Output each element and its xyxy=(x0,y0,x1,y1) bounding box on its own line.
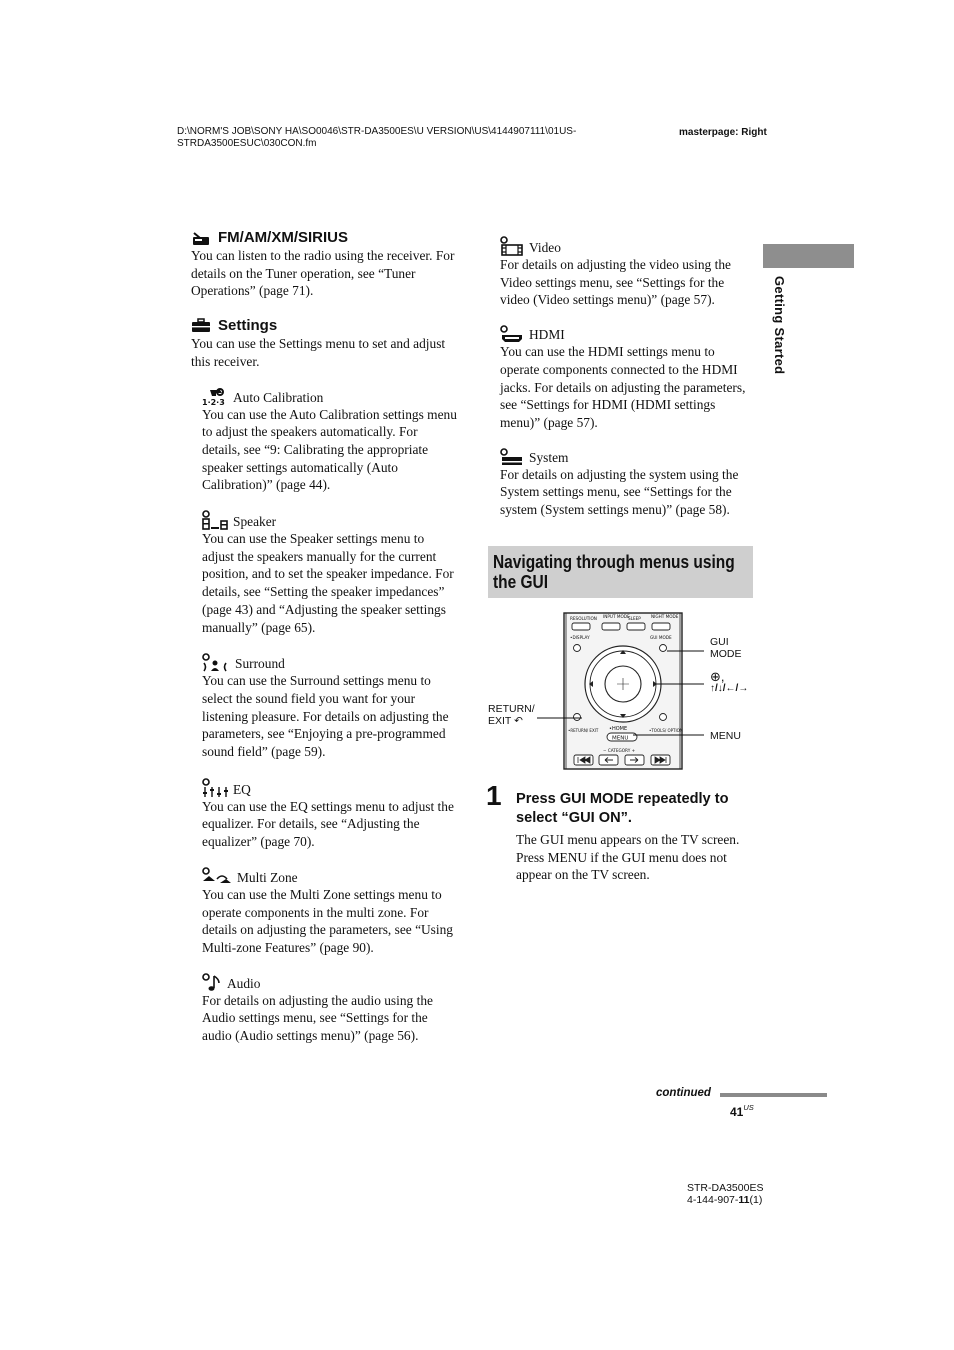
resolution-button[interactable] xyxy=(572,623,590,630)
continued-bar xyxy=(720,1093,827,1097)
multi-zone-title-text: Multi Zone xyxy=(237,869,298,885)
settings-body: You can use the Settings menu to set and adjust this receiver. xyxy=(191,336,446,369)
speaker-icon xyxy=(202,510,228,530)
model-code-block xyxy=(687,1182,763,1206)
surround-body: You can use the Surround settings menu to select the sound field you want for your listening pleasure. For details on adjusting the parameters, see “Enjoying a pre-programmed sound field” (page 59). xyxy=(202,673,449,760)
step-heading: Press GUI MODE repeatedly to select “GUI ON”. xyxy=(516,791,729,826)
return-exit-callout xyxy=(488,703,535,727)
part-code-bold: 11 xyxy=(738,1194,750,1206)
display-label: •DISPLAY xyxy=(570,635,590,640)
system-icon xyxy=(500,448,524,466)
step-number: 1 xyxy=(486,780,502,811)
hdmi-title xyxy=(500,325,756,343)
auto-calibration-item xyxy=(202,388,457,495)
hdmi-body: You can use the HDMI settings menu to operate components connected to the HDMI jacks. For details on adjusting the parameters, see “Settings for HDMI (HDMI settings menu)” (page 57). xyxy=(500,344,746,430)
speaker-title-text: Speaker xyxy=(233,514,277,530)
speaker-title xyxy=(202,510,457,530)
settings-section xyxy=(191,316,457,370)
home-label: •HOME xyxy=(609,726,628,732)
section-tab-marker xyxy=(763,244,854,268)
menu-callout: MENU xyxy=(710,730,741,742)
settings-heading xyxy=(191,316,457,335)
surround-item xyxy=(202,653,457,761)
surround-title-text: Surround xyxy=(235,656,285,672)
return-callout-line-2: EXIT ↶ xyxy=(488,715,523,727)
eq-item xyxy=(202,778,457,851)
tuner-body: You can listen to the radio using the receiver. For details on the Tuner operation, see “Tuner Operations” (page 71). xyxy=(191,248,455,299)
file-path-line-1: D:\NORM'S JOB\SONY HA\SO0046\STR-DA3500ES\U VERSION\US\4144907111\01US- xyxy=(177,126,577,137)
auto-calibration-title-text: Auto Calibration xyxy=(233,389,324,405)
system-title-text: System xyxy=(529,449,569,465)
sleep-label: SLEEP xyxy=(628,616,641,621)
auto-calibration-title xyxy=(202,388,457,406)
part-code-prefix: 4-144-907- xyxy=(687,1194,739,1206)
svg-text:1·2·3: 1·2·3 xyxy=(202,397,225,406)
page-number-value: 41 xyxy=(730,1105,744,1119)
menu-button-label: MENU xyxy=(612,735,629,742)
category-label: − CATEGORY + xyxy=(603,748,636,753)
return-callout-line-1: RETURN/ xyxy=(488,703,535,715)
video-title-text: Video xyxy=(529,240,561,255)
night-mode-button[interactable] xyxy=(652,623,670,630)
audio-note-icon xyxy=(202,973,222,992)
night-mode-label: NIGHT MODE xyxy=(651,614,679,619)
page-number xyxy=(730,1103,754,1119)
audio-item xyxy=(202,973,457,1045)
left-column xyxy=(191,228,457,1045)
hdmi-icon xyxy=(500,325,524,343)
section-heading: Navigating through menus using the GUI xyxy=(493,552,735,592)
return-exit-label: •RETURN/ EXIT xyxy=(568,728,599,733)
eq-title xyxy=(202,778,457,798)
page-number-suffix: US xyxy=(743,1103,754,1112)
speaker-body: You can use the Speaker settings menu to adjust the speakers manually for the current position, and to set the speaker impedance. For details, see “Setting the speaker impedances” (page 43) and “Adjusting the speaker settings manually” (page 65). xyxy=(202,531,454,635)
hdmi-title-text: HDMI xyxy=(529,327,565,343)
tools-options-label: •TOOLS/ OPTIONS xyxy=(649,728,683,733)
surround-icon xyxy=(202,653,230,672)
arrow-keys-callout: ↑/↓/←/→ xyxy=(710,683,749,694)
antenna-icon xyxy=(191,230,211,246)
video-item xyxy=(500,236,756,309)
settings-heading-text: Settings xyxy=(218,317,278,335)
tuner-section xyxy=(191,228,457,300)
eq-body: You can use the EQ settings menu to adjust the equalizer. For details, see “Adjusting the equalizer” (page 70). xyxy=(202,798,454,850)
input-mode-label: INPUT MODE xyxy=(603,614,630,619)
multi-zone-body: You can use the Multi Zone settings menu to operate components in the multi zone. For details on adjusting the parameters, see “Using Multi-zone Features” (page 90). xyxy=(202,886,454,955)
gui-callout-line-2: MODE xyxy=(710,648,742,660)
section-tab-label: Getting Started xyxy=(772,276,787,375)
arrows-callout xyxy=(710,670,748,695)
video-film-icon xyxy=(500,236,524,256)
tuner-heading-text: FM/AM/XM/SIRIUS xyxy=(218,229,348,246)
surround-title xyxy=(202,653,457,672)
auto-calibration-icon xyxy=(202,388,228,406)
speaker-item xyxy=(202,510,457,636)
part-code xyxy=(687,1194,763,1206)
input-mode-button[interactable] xyxy=(602,623,620,630)
gui-callout-line-1: GUI xyxy=(710,636,729,648)
multi-zone-item xyxy=(202,867,457,957)
section-heading-box xyxy=(488,546,753,598)
hdmi-item xyxy=(500,325,756,432)
file-path-header xyxy=(177,126,647,150)
auto-calibration-body: You can use the Auto Calibration settings menu to adjust the speakers automatically. For details, see “9: Calibrating the appropriate speaker settings automatically (Auto Calibration)” (page 44). xyxy=(202,406,457,493)
tuner-heading xyxy=(191,228,457,247)
enter-callout: ⊕, xyxy=(710,669,725,684)
step-body: The GUI menu appears on the TV screen. Press MENU if the GUI menu does not appear on the TV screen. xyxy=(516,832,740,883)
eq-icon xyxy=(202,778,228,798)
sleep-button[interactable] xyxy=(627,623,645,630)
system-item xyxy=(500,448,756,519)
system-title xyxy=(500,448,756,466)
video-title xyxy=(500,236,756,256)
file-path-line-2: STRDA3500ESUC\030CON.fm xyxy=(177,138,317,149)
model-name: STR-DA3500ES xyxy=(687,1182,764,1194)
audio-body: For details on adjusting the audio using the Audio settings menu, see “Settings for the audio (Audio settings menu)” (page 56). xyxy=(202,992,433,1044)
multi-zone-title xyxy=(202,867,457,886)
toolbox-icon xyxy=(191,318,211,333)
masterpage-label: masterpage: Right xyxy=(679,127,767,138)
system-body: For details on adjusting the system using the System settings menu, see “Settings for the system (System settings menu)” (page 58). xyxy=(500,466,739,518)
audio-title xyxy=(202,973,457,992)
gui-mode-callout xyxy=(710,636,742,660)
part-code-suffix: (1) xyxy=(749,1194,763,1206)
gui-mode-label: GUI MODE xyxy=(650,635,672,640)
right-column xyxy=(500,236,756,519)
eq-title-text: EQ xyxy=(233,781,251,797)
resolution-label: RESOLUTION xyxy=(570,616,597,621)
multi-zone-icon xyxy=(202,867,232,886)
audio-title-text: Audio xyxy=(227,975,261,991)
continued-label: continued xyxy=(656,1087,711,1099)
video-body: For details on adjusting the video using the Video settings menu, see “Settings for the video (Video settings menu)” (page 57). xyxy=(500,257,731,308)
